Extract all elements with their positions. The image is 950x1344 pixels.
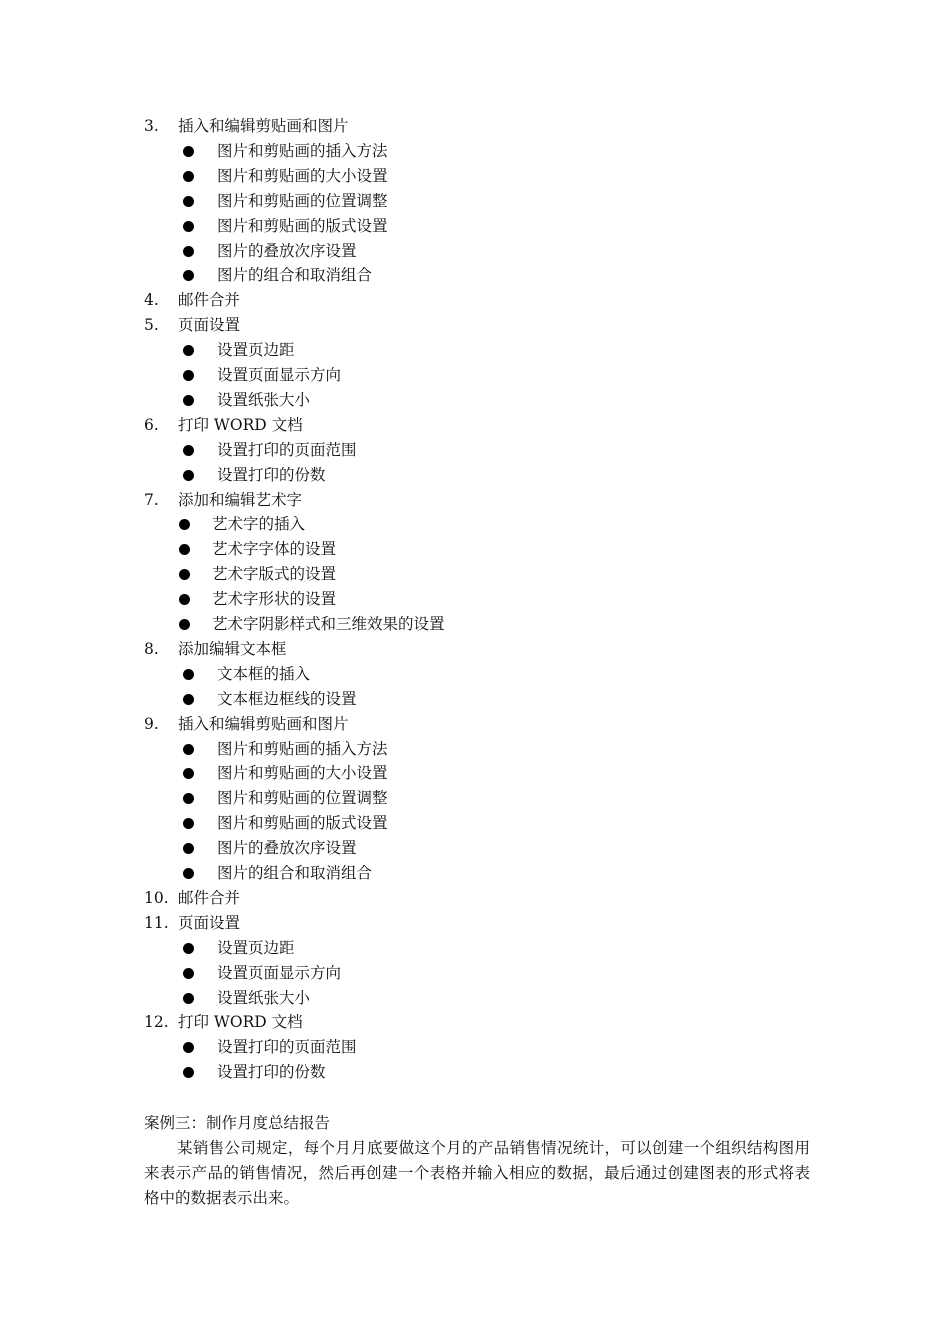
bullet-item-text: 图片和剪贴画的位置调整 bbox=[217, 191, 388, 210]
bullet-dot-icon bbox=[183, 694, 194, 705]
bullet-dot-icon bbox=[183, 345, 194, 356]
outline-item bbox=[0, 488, 950, 513]
bullet-dot-icon bbox=[183, 993, 194, 1004]
bullet-item-text: 艺术字字体的设置 bbox=[212, 540, 337, 559]
bullet-item-text: 设置打印的页面范围 bbox=[217, 440, 357, 459]
outline-item-title: 打印 WORD 文档 bbox=[178, 415, 303, 434]
bullet-item bbox=[0, 811, 950, 836]
outline-item-number: 6. bbox=[144, 415, 159, 434]
bullet-item bbox=[0, 587, 950, 612]
bullet-item-text: 艺术字形状的设置 bbox=[212, 590, 337, 609]
outline-item bbox=[0, 413, 950, 438]
bullet-dot-icon bbox=[183, 868, 194, 879]
case-heading: 案例三：制作月度总结报告 bbox=[144, 1114, 331, 1132]
bullet-item-text: 图片和剪贴画的插入方法 bbox=[217, 141, 388, 160]
bullet-dot-icon bbox=[183, 171, 194, 182]
bullet-item bbox=[0, 786, 950, 811]
outline-item-title: 打印 WORD 文档 bbox=[178, 1013, 303, 1032]
bullet-item-text: 图片和剪贴画的版式设置 bbox=[217, 216, 388, 235]
outline-item bbox=[0, 911, 950, 936]
bullet-item bbox=[0, 662, 950, 687]
bullet-item bbox=[0, 612, 950, 637]
bullet-dot-icon bbox=[183, 818, 194, 829]
outline-item-number: 10. bbox=[144, 888, 169, 907]
bullet-dot-icon bbox=[183, 744, 194, 755]
bullet-dot-icon bbox=[183, 146, 194, 157]
outline-item-title: 页面设置 bbox=[178, 316, 241, 335]
bullet-item-text: 艺术字版式的设置 bbox=[212, 565, 337, 584]
bullet-item-text: 图片和剪贴画的位置调整 bbox=[217, 789, 388, 808]
bullet-item-text: 图片和剪贴画的大小设置 bbox=[217, 166, 388, 185]
bullet-item bbox=[0, 986, 950, 1011]
case-body-paragraph: 某销售公司规定，每个月月底要做这个月的产品销售情况统计，可以创建一个组织结构图用来表示产品的销售情况，然后再创建一个表格并输入相应的数据，最后通过创建图表的形式将表格中的数据表示出来。 bbox=[144, 1139, 810, 1207]
bullet-item bbox=[0, 737, 950, 762]
bullet-item-text: 设置打印的页面范围 bbox=[217, 1038, 357, 1057]
outline-item-number: 12. bbox=[144, 1013, 169, 1032]
outline-item-title: 插入和编辑剪贴画和图片 bbox=[178, 714, 349, 733]
bullet-item bbox=[0, 239, 950, 264]
bullet-item bbox=[0, 761, 950, 786]
outline-item-title: 插入和编辑剪贴画和图片 bbox=[178, 117, 349, 135]
bullet-dot-icon bbox=[183, 968, 194, 979]
bullet-dot-icon bbox=[179, 569, 190, 580]
outline-item bbox=[0, 114, 950, 139]
bullet-item-text: 设置页边距 bbox=[217, 341, 295, 360]
bullet-dot-icon bbox=[183, 196, 194, 207]
outline-item bbox=[0, 1010, 950, 1035]
bullet-item bbox=[0, 861, 950, 886]
bullet-item-text: 文本框的插入 bbox=[217, 664, 311, 683]
bullet-dot-icon bbox=[183, 270, 194, 281]
bullet-item bbox=[0, 936, 950, 961]
bullet-item bbox=[0, 687, 950, 712]
outline-item bbox=[0, 637, 950, 662]
bullet-dot-icon bbox=[183, 370, 194, 381]
bullet-item-text: 艺术字阴影样式和三维效果的设置 bbox=[212, 615, 445, 633]
bullet-item-text: 图片的组合和取消组合 bbox=[217, 864, 373, 882]
bullet-item-text: 设置页边距 bbox=[217, 938, 295, 957]
outline-item-number: 9. bbox=[144, 714, 159, 733]
bullet-item bbox=[0, 214, 950, 239]
bullet-item bbox=[0, 338, 950, 363]
bullet-item-text: 图片和剪贴画的版式设置 bbox=[217, 814, 388, 833]
bullet-item bbox=[0, 537, 950, 562]
bullet-dot-icon bbox=[183, 1067, 194, 1078]
bullet-item bbox=[0, 836, 950, 861]
bullet-item-text: 艺术字的插入 bbox=[212, 515, 306, 534]
bullet-item bbox=[0, 263, 950, 288]
bullet-item bbox=[0, 1035, 950, 1060]
outline-item-title: 邮件合并 bbox=[178, 291, 241, 310]
bullet-item-text: 设置纸张大小 bbox=[217, 390, 311, 409]
bullet-dot-icon bbox=[183, 470, 194, 481]
outline-item-number: 4. bbox=[144, 291, 159, 310]
bullet-item-text: 设置页面显示方向 bbox=[217, 963, 342, 982]
bullet-item bbox=[0, 512, 950, 537]
bullet-dot-icon bbox=[183, 445, 194, 456]
bullet-item-text: 图片的叠放次序设置 bbox=[217, 241, 357, 260]
bullet-item-text: 设置纸张大小 bbox=[217, 988, 311, 1007]
outline-item-number: 8. bbox=[144, 639, 159, 658]
outline-item-title: 添加和编辑艺术字 bbox=[178, 490, 303, 509]
bullet-dot-icon bbox=[183, 793, 194, 804]
bullet-dot-icon bbox=[183, 843, 194, 854]
outline-item-number: 11. bbox=[144, 913, 169, 932]
bullet-dot-icon bbox=[179, 519, 190, 530]
outline-item bbox=[0, 886, 950, 911]
bullet-item bbox=[0, 463, 950, 488]
bullet-dot-icon bbox=[183, 221, 194, 232]
bullet-item-text: 图片的组合和取消组合 bbox=[217, 266, 373, 285]
bullet-item-text: 图片和剪贴画的插入方法 bbox=[217, 739, 388, 758]
bullet-item bbox=[0, 562, 950, 587]
bullet-item bbox=[0, 139, 950, 164]
bullet-dot-icon bbox=[179, 594, 190, 605]
outline-item-title: 页面设置 bbox=[178, 913, 241, 932]
bullet-item bbox=[0, 164, 950, 189]
bullet-item bbox=[0, 438, 950, 463]
outline-item bbox=[0, 288, 950, 313]
bullet-item-text: 设置页面显示方向 bbox=[217, 366, 342, 384]
bullet-item-text: 图片的叠放次序设置 bbox=[217, 839, 357, 858]
bullet-item bbox=[0, 363, 950, 388]
outline-item bbox=[0, 712, 950, 737]
bullet-dot-icon bbox=[183, 669, 194, 680]
bullet-item bbox=[0, 961, 950, 986]
bullet-dot-icon bbox=[183, 395, 194, 406]
outline-item-title: 邮件合并 bbox=[178, 888, 241, 907]
bullet-dot-icon bbox=[179, 544, 190, 555]
bullet-item bbox=[0, 388, 950, 413]
outline-item-title: 添加编辑文本框 bbox=[178, 639, 287, 658]
bullet-dot-icon bbox=[179, 619, 190, 630]
outline-item-number: 5. bbox=[144, 316, 159, 335]
bullet-dot-icon bbox=[183, 943, 194, 954]
bullet-item-text: 图片和剪贴画的大小设置 bbox=[217, 764, 388, 783]
outline-item bbox=[0, 313, 950, 338]
bullet-item bbox=[0, 189, 950, 214]
bullet-item-text: 设置打印的份数 bbox=[217, 1063, 326, 1082]
bullet-dot-icon bbox=[183, 246, 194, 257]
bullet-item-text: 文本框边框线的设置 bbox=[217, 689, 357, 708]
outline-item-number: 7. bbox=[144, 490, 159, 509]
bullet-item-text: 设置打印的份数 bbox=[217, 465, 326, 484]
bullet-item bbox=[0, 1060, 950, 1085]
outline-item-number: 3. bbox=[144, 117, 159, 135]
bullet-dot-icon bbox=[183, 768, 194, 779]
bullet-dot-icon bbox=[183, 1042, 194, 1053]
